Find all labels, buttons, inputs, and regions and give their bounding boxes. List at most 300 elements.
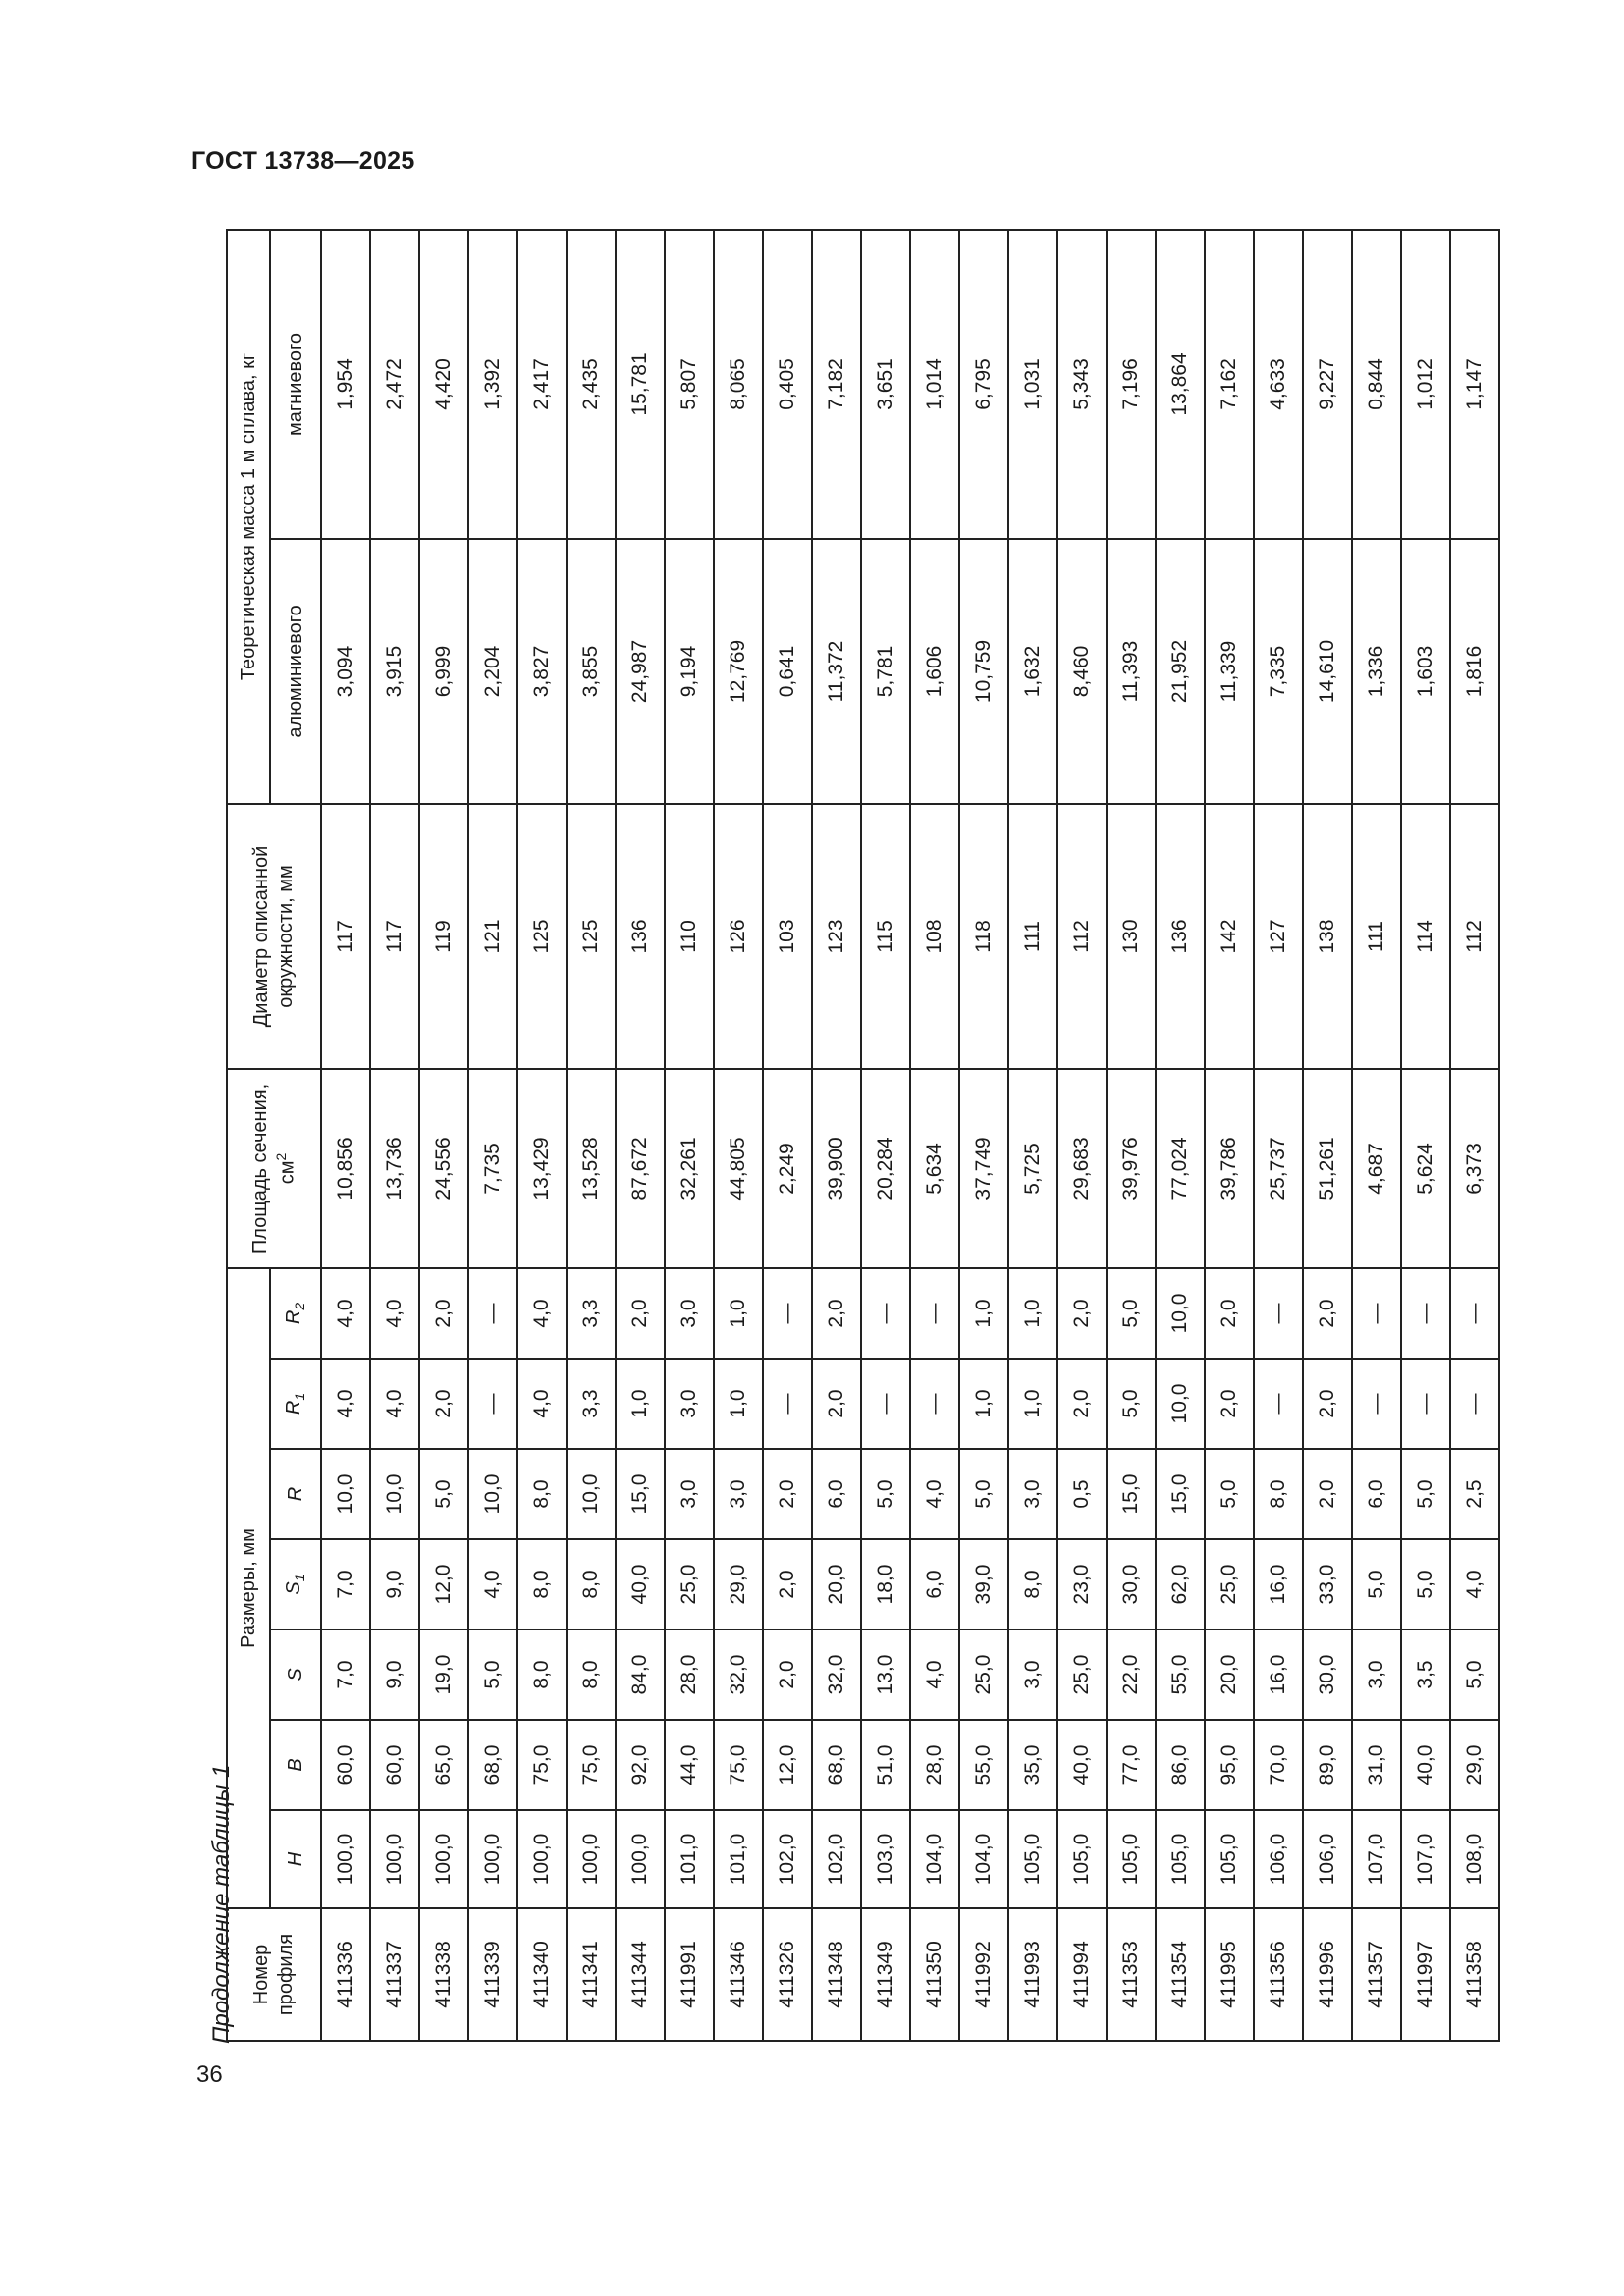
cell-dim-r2: 2,0 <box>1303 1268 1352 1359</box>
cell-dim-r1: 5,0 <box>1107 1359 1156 1449</box>
cell-dim-r1: — <box>763 1359 812 1449</box>
cell-section-area: 13,429 <box>517 1069 567 1268</box>
cell-mass-aluminium: 8,460 <box>1057 539 1107 804</box>
cell-dim-s: 5,0 <box>468 1629 517 1720</box>
cell-dim-h: 100,0 <box>616 1810 665 1908</box>
cell-dim-s1: 29,0 <box>714 1539 763 1629</box>
cell-mass-aluminium: 11,393 <box>1107 539 1156 804</box>
cell-dim-r: 5,0 <box>1401 1449 1450 1539</box>
cell-dim-r2: — <box>1450 1268 1499 1359</box>
cell-mass-aluminium: 21,952 <box>1156 539 1205 804</box>
table-row <box>1254 230 1303 2041</box>
cell-dim-b: 68,0 <box>812 1720 861 1810</box>
cell-dim-r2: 10,0 <box>1156 1268 1205 1359</box>
cell-dim-s: 25,0 <box>959 1629 1008 1720</box>
cell-dim-s1: 8,0 <box>517 1539 567 1629</box>
cell-dim-r: 8,0 <box>517 1449 567 1539</box>
cell-dim-s: 4,0 <box>910 1629 959 1720</box>
cell-dim-r: 10,0 <box>370 1449 419 1539</box>
cell-profile-number: 411344 <box>616 1908 665 2041</box>
table-row <box>861 230 910 2041</box>
cell-mass-aluminium: 3,855 <box>567 539 616 804</box>
cell-dim-b: 68,0 <box>468 1720 517 1810</box>
cell-mass-aluminium: 3,094 <box>321 539 370 804</box>
cell-mass-aluminium: 1,606 <box>910 539 959 804</box>
cell-dim-r1: 2,0 <box>1303 1359 1352 1449</box>
cell-dim-r2: — <box>1401 1268 1450 1359</box>
cell-dim-h: 103,0 <box>861 1810 910 1908</box>
cell-mass-aluminium: 5,781 <box>861 539 910 804</box>
cell-dim-s1: 18,0 <box>861 1539 910 1629</box>
table-row <box>763 230 812 2041</box>
cell-section-area: 29,683 <box>1057 1069 1107 1268</box>
cell-profile-number: 411354 <box>1156 1908 1205 2041</box>
table-row <box>1205 230 1254 2041</box>
cell-dim-h: 105,0 <box>1107 1810 1156 1908</box>
cell-dim-r2: 2,0 <box>616 1268 665 1359</box>
cell-dim-r2: 2,0 <box>1057 1268 1107 1359</box>
cell-dim-b: 28,0 <box>910 1720 959 1810</box>
cell-dim-r2: 1,0 <box>959 1268 1008 1359</box>
cell-dim-b: 12,0 <box>763 1720 812 1810</box>
cell-diameter: 136 <box>616 804 665 1069</box>
cell-dim-h: 104,0 <box>910 1810 959 1908</box>
cell-diameter: 123 <box>812 804 861 1069</box>
cell-dim-b: 75,0 <box>517 1720 567 1810</box>
cell-profile-number: 411338 <box>419 1908 468 2041</box>
cell-dim-r: 10,0 <box>321 1449 370 1539</box>
table-row <box>1057 230 1107 2041</box>
cell-dim-s: 22,0 <box>1107 1629 1156 1720</box>
cell-dim-s: 16,0 <box>1254 1629 1303 1720</box>
cell-dim-h: 106,0 <box>1303 1810 1352 1908</box>
cell-diameter: 110 <box>665 804 714 1069</box>
cell-diameter: 112 <box>1450 804 1499 1069</box>
header-dim-b: B <box>270 1720 321 1810</box>
cell-dim-h: 105,0 <box>1057 1810 1107 1908</box>
cell-diameter: 119 <box>419 804 468 1069</box>
cell-dim-b: 40,0 <box>1057 1720 1107 1810</box>
cell-profile-number: 411357 <box>1352 1908 1401 2041</box>
cell-mass-magnesium: 4,633 <box>1254 230 1303 539</box>
cell-mass-magnesium: 1,031 <box>1008 230 1057 539</box>
cell-dim-b: 92,0 <box>616 1720 665 1810</box>
cell-dim-r1: 2,0 <box>419 1359 468 1449</box>
cell-diameter: 126 <box>714 804 763 1069</box>
cell-diameter: 117 <box>370 804 419 1069</box>
cell-dim-h: 102,0 <box>812 1810 861 1908</box>
cell-dim-r: 6,0 <box>812 1449 861 1539</box>
cell-section-area: 39,786 <box>1205 1069 1254 1268</box>
cell-dim-r1: 2,0 <box>1205 1359 1254 1449</box>
cell-mass-magnesium: 4,420 <box>419 230 468 539</box>
cell-dim-r2: 1,0 <box>1008 1268 1057 1359</box>
cell-dim-r1: 1,0 <box>959 1359 1008 1449</box>
table-row <box>1352 230 1401 2041</box>
cell-dim-r1: — <box>1401 1359 1450 1449</box>
cell-dim-r: 2,0 <box>763 1449 812 1539</box>
cell-dim-r2: 2,0 <box>419 1268 468 1359</box>
cell-dim-r2: 1,0 <box>714 1268 763 1359</box>
cell-dim-r1: — <box>1352 1359 1401 1449</box>
cell-dim-h: 107,0 <box>1401 1810 1450 1908</box>
cell-mass-magnesium: 1,014 <box>910 230 959 539</box>
cell-mass-magnesium: 1,012 <box>1401 230 1450 539</box>
cell-profile-number: 411339 <box>468 1908 517 2041</box>
cell-dim-r1: 4,0 <box>321 1359 370 1449</box>
header-dim-r1 <box>270 1359 321 1449</box>
cell-section-area: 25,737 <box>1254 1069 1303 1268</box>
cell-section-area: 32,261 <box>665 1069 714 1268</box>
cell-dim-h: 101,0 <box>714 1810 763 1908</box>
cell-section-area: 5,634 <box>910 1069 959 1268</box>
cell-dim-s: 5,0 <box>1450 1629 1499 1720</box>
cell-diameter: 118 <box>959 804 1008 1069</box>
cell-dim-r2: — <box>910 1268 959 1359</box>
cell-section-area: 20,284 <box>861 1069 910 1268</box>
cell-dim-s: 32,0 <box>714 1629 763 1720</box>
document-header: ГОСТ 13738—2025 <box>191 147 415 175</box>
cell-section-area: 6,373 <box>1450 1069 1499 1268</box>
cell-dim-r: 15,0 <box>1156 1449 1205 1539</box>
table-row <box>665 230 714 2041</box>
cell-dim-r: 15,0 <box>1107 1449 1156 1539</box>
cell-mass-magnesium: 7,182 <box>812 230 861 539</box>
table-row <box>616 230 665 2041</box>
cell-dim-r: 15,0 <box>616 1449 665 1539</box>
cell-mass-aluminium: 2,204 <box>468 539 517 804</box>
cell-diameter: 114 <box>1401 804 1450 1069</box>
header-dim-r1-sub: 1 <box>292 1392 308 1401</box>
header-dim-r2 <box>270 1268 321 1359</box>
cell-dim-s1: 16,0 <box>1254 1539 1303 1629</box>
table-body <box>321 230 1499 2041</box>
table-row <box>714 230 763 2041</box>
cell-dim-s: 8,0 <box>567 1629 616 1720</box>
cell-dim-r1: 10,0 <box>1156 1359 1205 1449</box>
header-mass-group: Теоретическая масса 1 м сплава, кг <box>227 230 270 804</box>
cell-dim-r1: 3,3 <box>567 1359 616 1449</box>
cell-mass-aluminium: 11,339 <box>1205 539 1254 804</box>
cell-dim-r2: — <box>468 1268 517 1359</box>
cell-dim-s: 2,0 <box>763 1629 812 1720</box>
cell-dim-s1: 6,0 <box>910 1539 959 1629</box>
cell-dim-r: 5,0 <box>1205 1449 1254 1539</box>
cell-dim-h: 105,0 <box>1205 1810 1254 1908</box>
cell-dim-h: 104,0 <box>959 1810 1008 1908</box>
cell-mass-magnesium: 6,795 <box>959 230 1008 539</box>
cell-section-area: 13,528 <box>567 1069 616 1268</box>
table-row <box>517 230 567 2041</box>
cell-dim-r: 5,0 <box>419 1449 468 1539</box>
cell-mass-magnesium: 9,227 <box>1303 230 1352 539</box>
cell-dim-r2: — <box>861 1268 910 1359</box>
header-dim-r: R <box>270 1449 321 1539</box>
cell-dim-b: 95,0 <box>1205 1720 1254 1810</box>
header-section-area-text: Площадь сечения, см <box>248 1083 298 1255</box>
cell-dim-r1: 1,0 <box>714 1359 763 1449</box>
cell-dim-r: 8,0 <box>1254 1449 1303 1539</box>
cell-mass-magnesium: 7,196 <box>1107 230 1156 539</box>
header-dim-s1-base: S <box>283 1581 305 1595</box>
cell-dim-r: 3,0 <box>665 1449 714 1539</box>
rotated-table-container <box>226 231 1485 2042</box>
header-mass-magnesium: магниевого <box>270 230 321 539</box>
cell-dim-s1: 8,0 <box>1008 1539 1057 1629</box>
cell-mass-magnesium: 1,392 <box>468 230 517 539</box>
cell-mass-aluminium: 1,632 <box>1008 539 1057 804</box>
cell-dim-r2: 2,0 <box>812 1268 861 1359</box>
cell-dim-r2: 3,3 <box>567 1268 616 1359</box>
cell-dim-s: 19,0 <box>419 1629 468 1720</box>
cell-dim-s1: 23,0 <box>1057 1539 1107 1629</box>
cell-dim-r1: — <box>468 1359 517 1449</box>
table-row <box>812 230 861 2041</box>
cell-diameter: 108 <box>910 804 959 1069</box>
cell-profile-number: 411336 <box>321 1908 370 2041</box>
cell-diameter: 121 <box>468 804 517 1069</box>
cell-profile-number: 411326 <box>763 1908 812 2041</box>
table-row <box>910 230 959 2041</box>
cell-dim-r1: 4,0 <box>370 1359 419 1449</box>
cell-mass-aluminium: 10,759 <box>959 539 1008 804</box>
cell-profile-number: 411356 <box>1254 1908 1303 2041</box>
cell-dim-s: 32,0 <box>812 1629 861 1720</box>
cell-dim-s: 28,0 <box>665 1629 714 1720</box>
cell-dim-r2: 5,0 <box>1107 1268 1156 1359</box>
cell-dim-s: 8,0 <box>517 1629 567 1720</box>
cell-dim-r: 3,0 <box>714 1449 763 1539</box>
cell-diameter: 142 <box>1205 804 1254 1069</box>
cell-dim-h: 107,0 <box>1352 1810 1401 1908</box>
cell-dim-b: 70,0 <box>1254 1720 1303 1810</box>
cell-dim-h: 100,0 <box>567 1810 616 1908</box>
cell-dim-r1: 2,0 <box>1057 1359 1107 1449</box>
table-row <box>1156 230 1205 2041</box>
header-dim-r2-base: R <box>283 1309 305 1325</box>
cell-diameter: 117 <box>321 804 370 1069</box>
table-row <box>419 230 468 2041</box>
table-caption: Продолжение таблицы 1 <box>208 1764 235 2044</box>
cell-profile-number: 411340 <box>517 1908 567 2041</box>
page-number: 36 <box>196 2061 223 2088</box>
header-dim-r2-sub: 2 <box>292 1302 308 1310</box>
cell-dim-r2: 3,0 <box>665 1268 714 1359</box>
cell-dim-r: 3,0 <box>1008 1449 1057 1539</box>
cell-dim-s1: 20,0 <box>812 1539 861 1629</box>
header-dimensions-group: Размеры, мм <box>227 1268 270 1908</box>
cell-dim-s1: 8,0 <box>567 1539 616 1629</box>
cell-dim-b: 89,0 <box>1303 1720 1352 1810</box>
cell-profile-number: 411353 <box>1107 1908 1156 2041</box>
cell-diameter: 111 <box>1008 804 1057 1069</box>
cell-section-area: 44,805 <box>714 1069 763 1268</box>
cell-dim-r2: 4,0 <box>517 1268 567 1359</box>
table-row <box>370 230 419 2041</box>
cell-profile-number: 411358 <box>1450 1908 1499 2041</box>
cell-mass-aluminium: 1,336 <box>1352 539 1401 804</box>
cell-diameter: 115 <box>861 804 910 1069</box>
cell-profile-number: 411350 <box>910 1908 959 2041</box>
cell-profile-number: 411991 <box>665 1908 714 2041</box>
cell-section-area: 39,900 <box>812 1069 861 1268</box>
cell-dim-r1: 1,0 <box>1008 1359 1057 1449</box>
cell-mass-magnesium: 5,343 <box>1057 230 1107 539</box>
cell-mass-aluminium: 7,335 <box>1254 539 1303 804</box>
cell-dim-h: 105,0 <box>1156 1810 1205 1908</box>
cell-profile-number: 411996 <box>1303 1908 1352 2041</box>
cell-dim-r1: 2,0 <box>812 1359 861 1449</box>
cell-mass-aluminium: 0,641 <box>763 539 812 804</box>
cell-dim-s: 3,0 <box>1008 1629 1057 1720</box>
cell-dim-r: 6,0 <box>1352 1449 1401 1539</box>
cell-mass-aluminium: 3,827 <box>517 539 567 804</box>
cell-profile-number: 411348 <box>812 1908 861 2041</box>
cell-dim-s: 7,0 <box>321 1629 370 1720</box>
cell-mass-aluminium: 1,816 <box>1450 539 1499 804</box>
cell-mass-magnesium: 5,807 <box>665 230 714 539</box>
cell-section-area: 4,687 <box>1352 1069 1401 1268</box>
cell-dim-b: 29,0 <box>1450 1720 1499 1810</box>
cell-mass-aluminium: 1,603 <box>1401 539 1450 804</box>
header-dim-h: H <box>270 1810 321 1908</box>
cell-diameter: 136 <box>1156 804 1205 1069</box>
cell-profile-number: 411994 <box>1057 1908 1107 2041</box>
cell-dim-b: 35,0 <box>1008 1720 1057 1810</box>
cell-dim-r1: — <box>1254 1359 1303 1449</box>
cell-profile-number: 411997 <box>1401 1908 1450 2041</box>
cell-dim-s1: 4,0 <box>468 1539 517 1629</box>
cell-dim-b: 77,0 <box>1107 1720 1156 1810</box>
table-row <box>959 230 1008 2041</box>
table-row <box>321 230 370 2041</box>
cell-dim-r: 2,5 <box>1450 1449 1499 1539</box>
cell-diameter: 111 <box>1352 804 1401 1069</box>
cell-dim-s1: 5,0 <box>1352 1539 1401 1629</box>
cell-diameter: 130 <box>1107 804 1156 1069</box>
cell-mass-magnesium: 15,781 <box>616 230 665 539</box>
cell-dim-h: 100,0 <box>468 1810 517 1908</box>
table-row <box>1107 230 1156 2041</box>
cell-section-area: 2,249 <box>763 1069 812 1268</box>
cell-dim-s: 9,0 <box>370 1629 419 1720</box>
cell-mass-magnesium: 1,147 <box>1450 230 1499 539</box>
cell-dim-s: 30,0 <box>1303 1629 1352 1720</box>
cell-section-area: 37,749 <box>959 1069 1008 1268</box>
cell-profile-number: 411346 <box>714 1908 763 2041</box>
cell-dim-s1: 7,0 <box>321 1539 370 1629</box>
cell-dim-h: 101,0 <box>665 1810 714 1908</box>
cell-dim-s: 13,0 <box>861 1629 910 1720</box>
cell-dim-b: 75,0 <box>567 1720 616 1810</box>
cell-dim-h: 108,0 <box>1450 1810 1499 1908</box>
cell-dim-b: 31,0 <box>1352 1720 1401 1810</box>
cell-dim-h: 100,0 <box>370 1810 419 1908</box>
cell-dim-s: 25,0 <box>1057 1629 1107 1720</box>
cell-profile-number: 411349 <box>861 1908 910 2041</box>
cell-dim-r1: — <box>1450 1359 1499 1449</box>
cell-section-area: 77,024 <box>1156 1069 1205 1268</box>
cell-dim-r1: — <box>910 1359 959 1449</box>
cell-mass-magnesium: 13,864 <box>1156 230 1205 539</box>
cell-dim-r1: 3,0 <box>665 1359 714 1449</box>
cell-diameter: 125 <box>567 804 616 1069</box>
cell-diameter: 103 <box>763 804 812 1069</box>
cell-mass-aluminium: 14,610 <box>1303 539 1352 804</box>
cell-dim-h: 100,0 <box>517 1810 567 1908</box>
header-dim-s: S <box>270 1629 321 1720</box>
cell-dim-s1: 5,0 <box>1401 1539 1450 1629</box>
cell-section-area: 39,976 <box>1107 1069 1156 1268</box>
header-dim-s1 <box>270 1539 321 1629</box>
cell-mass-magnesium: 0,844 <box>1352 230 1401 539</box>
cell-dim-b: 60,0 <box>321 1720 370 1810</box>
cell-dim-r: 10,0 <box>567 1449 616 1539</box>
cell-dim-r2: — <box>1254 1268 1303 1359</box>
table-row <box>1008 230 1057 2041</box>
cell-mass-magnesium: 7,162 <box>1205 230 1254 539</box>
table-row <box>567 230 616 2041</box>
profiles-table <box>226 229 1500 2042</box>
cell-dim-b: 40,0 <box>1401 1720 1450 1810</box>
cell-dim-b: 75,0 <box>714 1720 763 1810</box>
cell-dim-r1: — <box>861 1359 910 1449</box>
cell-dim-s1: 30,0 <box>1107 1539 1156 1629</box>
cell-dim-s1: 33,0 <box>1303 1539 1352 1629</box>
cell-dim-s: 20,0 <box>1205 1629 1254 1720</box>
cell-dim-h: 102,0 <box>763 1810 812 1908</box>
cell-diameter: 112 <box>1057 804 1107 1069</box>
cell-diameter: 127 <box>1254 804 1303 1069</box>
cell-profile-number: 411341 <box>567 1908 616 2041</box>
cell-dim-s: 84,0 <box>616 1629 665 1720</box>
header-profile-number: Номер профиля <box>227 1908 321 2041</box>
cell-dim-s1: 39,0 <box>959 1539 1008 1629</box>
cell-dim-b: 44,0 <box>665 1720 714 1810</box>
cell-mass-magnesium: 2,417 <box>517 230 567 539</box>
cell-dim-r2: 2,0 <box>1205 1268 1254 1359</box>
cell-section-area: 7,735 <box>468 1069 517 1268</box>
cell-dim-b: 51,0 <box>861 1720 910 1810</box>
cell-mass-magnesium: 8,065 <box>714 230 763 539</box>
cell-section-area: 13,736 <box>370 1069 419 1268</box>
cell-mass-aluminium: 24,987 <box>616 539 665 804</box>
cell-dim-r: 4,0 <box>910 1449 959 1539</box>
cell-mass-aluminium: 9,194 <box>665 539 714 804</box>
cell-dim-s1: 25,0 <box>665 1539 714 1629</box>
cell-dim-r2: — <box>1352 1268 1401 1359</box>
header-section-area-sup: 2 <box>272 1152 289 1161</box>
table-row <box>1303 230 1352 2041</box>
cell-dim-b: 65,0 <box>419 1720 468 1810</box>
header-mass-aluminium: алюминиевого <box>270 539 321 804</box>
cell-section-area: 5,725 <box>1008 1069 1057 1268</box>
cell-section-area: 10,856 <box>321 1069 370 1268</box>
cell-profile-number: 411993 <box>1008 1908 1057 2041</box>
cell-section-area: 87,672 <box>616 1069 665 1268</box>
cell-dim-s1: 4,0 <box>1450 1539 1499 1629</box>
header-section-area <box>227 1069 321 1268</box>
header-circumscribed-diameter: Диаметр описанной окружности, мм <box>227 804 321 1069</box>
cell-mass-magnesium: 0,405 <box>763 230 812 539</box>
header-dim-r1-base: R <box>283 1400 305 1415</box>
cell-mass-magnesium: 3,651 <box>861 230 910 539</box>
cell-dim-r2: 4,0 <box>370 1268 419 1359</box>
table-row <box>1401 230 1450 2041</box>
cell-dim-s1: 40,0 <box>616 1539 665 1629</box>
cell-mass-aluminium: 6,999 <box>419 539 468 804</box>
cell-mass-magnesium: 1,954 <box>321 230 370 539</box>
